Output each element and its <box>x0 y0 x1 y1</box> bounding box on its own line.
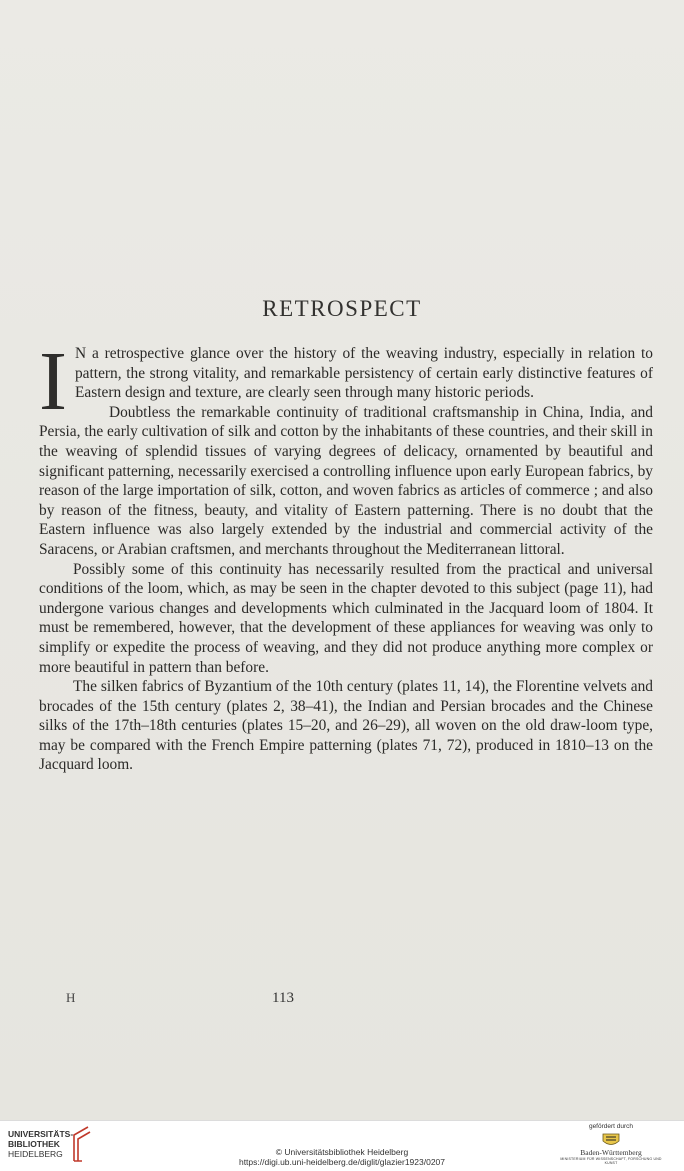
body-text <box>39 335 653 775</box>
funder-name: Baden-Württemberg <box>580 1148 642 1157</box>
signature-mark: H <box>66 990 76 1005</box>
paragraph-1 <box>39 335 653 428</box>
funder-block <box>556 1123 666 1165</box>
paragraph-1-text: N a retrospective glance over the history of the weaving industry, especially in relation to pattern, the strong vitality, and remarkable persistency of certain early distinctive features of Eastern design and texture, are clearly seen through many historic periods. <box>74 345 653 402</box>
footer-bar <box>0 1120 684 1171</box>
library-name-line3: HEIDELBERG <box>8 1149 63 1159</box>
library-name-line2: BIBLIOTHEK <box>8 1139 60 1149</box>
chapter-heading: RETROSPECT <box>262 296 422 321</box>
library-name-line1: UNIVERSITÄTS- <box>8 1129 74 1139</box>
drop-cap: I <box>39 335 67 428</box>
paragraph-4: The silken fabrics of Byzantium of the 10th century (plates 11, 14), the Florentine velvets and brocades of the 15th century (plates 2, 38–41), the Indian and Persian brocades and the Chinese silks of the 17th–18th centuries (plates 15–20, and 26–29), all woven on the old draw-loom type, may be compared with the French Empire patterning (plates 71, 72), produced in 1810–13 on the Jacquard loom. <box>39 678 653 774</box>
digi-url-link[interactable]: https://digi.ub.uni-heidelberg.de/diglit/glazier1923/0207 <box>238 1157 446 1167</box>
copyright-text: © Universitätsbibliothek Heidelberg <box>275 1147 409 1157</box>
paragraph-3: Possibly some of this continuity has necessarily resulted from the practical and universal conditions of the loom, which, as may be seen in the chapter devoted to this subject (page 11), had undergone various changes and developments which culminated in the Jacquard loom of 1804. It must be remembered, however, that the development of these appliances for weaving was only to simplify or expedite the process of weaving, and they did not produce anything more complex or more beautiful in pattern than before. <box>39 560 653 676</box>
page-number: 113 <box>272 990 294 1006</box>
funder-ministry: MINISTERIUM FÜR WISSENSCHAFT, FORSCHUNG UND KUNST <box>560 1157 662 1165</box>
coat-of-arms-icon <box>600 1132 622 1148</box>
paragraph-2: Doubtless the remarkable continuity of traditional craftsmanship in China, India, and Persia, the early cultivation of silk and cotton by the inhabitants of these countries, and their skill in the weaving of splendid tissues of varying degrees of delicacy, ornamented by beautiful and significant patterning, necessarily exercised a controlling influence upon early European fabrics, by reason of the large importation of silk, cotton, and woven fabrics as articles of commerce ; and also by reason of the fitness, beauty, and vitality of Eastern patterning. There is no doubt that the Eastern influence was also largely extended by the industrial and commercial activity of the Saracens, or Arabian craftsmen, and merchants throughout the Mediterranean littoral. <box>39 403 653 558</box>
funded-by-label: gefördert durch <box>588 1123 634 1130</box>
